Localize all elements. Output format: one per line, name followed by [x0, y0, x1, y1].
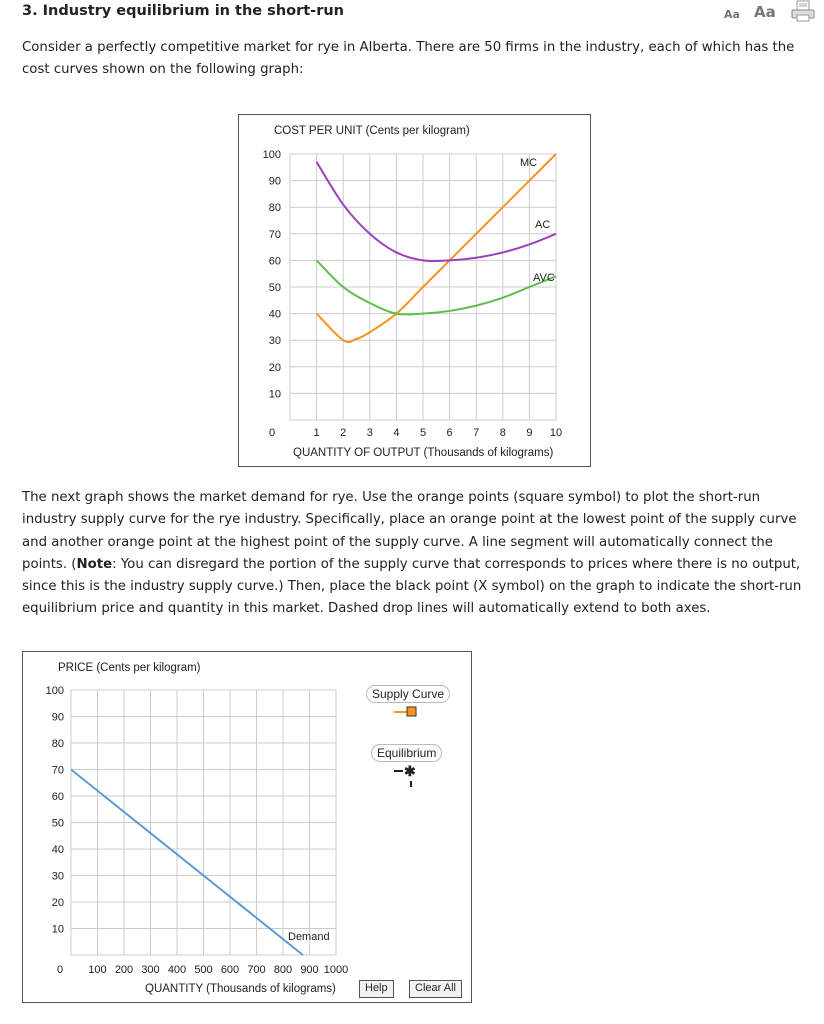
- cost-y-tick-label: 30: [268, 335, 281, 348]
- market-y-axis-title: PRICE (Cents per kilogram): [58, 662, 201, 674]
- question-title: 3. Industry equilibrium in the short-run: [22, 3, 344, 19]
- cost-y-tick-label: 20: [268, 361, 281, 374]
- supply-curve-tool-button[interactable]: Supply Curve: [366, 685, 450, 703]
- note-label: Note: [76, 556, 113, 572]
- cost-y-tick-label: 40: [268, 308, 281, 321]
- market-x-axis-title: QUANTITY (Thousands of kilograms): [145, 983, 336, 995]
- cost-curves-graph: [238, 114, 591, 467]
- font-size-small-button[interactable]: Aa: [724, 8, 740, 21]
- market-x-tick-label: 300: [141, 964, 160, 976]
- help-button[interactable]: Help: [359, 980, 394, 998]
- instructions-paragraph: [22, 487, 812, 621]
- market-x-tick-label: 800: [273, 964, 293, 976]
- market-y-tick-label: 50: [51, 817, 64, 830]
- market-demand-graph: [22, 651, 472, 1003]
- market-y-tick-label: 40: [51, 844, 64, 856]
- mc-label: MC: [520, 157, 538, 169]
- cost-x-tick-label: 7: [473, 427, 480, 439]
- equilibrium-tool-button[interactable]: Equilibrium: [371, 744, 442, 762]
- cost-x-tick-label: 1: [313, 427, 320, 439]
- market-y-tick-label: 100: [45, 685, 64, 697]
- intro-paragraph: Consider a perfectly competitive market for rye in Alberta. There are 50 firms in the industry, each of which has the cost curves shown on the following graph:: [22, 40, 795, 78]
- market-y-tick-label: 30: [51, 870, 64, 883]
- cost-y-tick-label: 90: [268, 175, 281, 188]
- supply-tool-square-icon[interactable]: [407, 707, 416, 716]
- print-icon[interactable]: [791, 0, 815, 22]
- cost-y-axis-title: COST PER UNIT (Cents per kilogram): [274, 125, 470, 137]
- market-y-tick-label: 10: [51, 923, 64, 936]
- market-y-tick-label: 80: [51, 738, 64, 750]
- cost-x-tick-label: 9: [526, 427, 533, 439]
- instructions-text-1: The next graph shows the market demand for rye. Use the orange points (square symbol) to plot the short-run industry supply curve for the rye industry. Specifically, place an orange point at the lowest point of the supply curve and another orange point at the highest point of the supply curve. A line segment will automatically connect the points. (: [22, 490, 797, 572]
- market-x-tick-label: 1000: [323, 964, 349, 976]
- demand-label: Demand: [288, 931, 330, 943]
- market-demand-curve: [71, 770, 303, 956]
- market-x-tick-label: 700: [247, 964, 266, 976]
- cost-x-tick-label: 3: [366, 427, 373, 439]
- equilibrium-tool-x-icon[interactable]: ✱: [404, 763, 416, 779]
- cost-x-tick-label: 6: [446, 427, 453, 439]
- cost-origin-label: 0: [268, 427, 276, 439]
- market-y-tick-label: 70: [51, 764, 64, 777]
- cost-x-tick-label: 5: [419, 427, 427, 439]
- cost-y-tick-label: 70: [268, 228, 281, 241]
- market-y-tick-label: 20: [51, 897, 64, 909]
- cost-x-tick-label: 10: [549, 427, 563, 439]
- market-y-tick-label: 90: [51, 711, 64, 724]
- cost-y-tick-label: 50: [268, 282, 281, 294]
- cost-x-tick-label: 4: [393, 427, 400, 439]
- cost-y-tick-label: 60: [268, 255, 281, 268]
- cost-curves-chart: [239, 115, 590, 466]
- cost-x-tick-label: 2: [340, 427, 347, 439]
- market-origin-label: 0: [56, 964, 64, 976]
- clear-all-button[interactable]: Clear All: [409, 980, 462, 998]
- ac-label: AC: [535, 219, 551, 231]
- cost-x-axis-title: QUANTITY OF OUTPUT (Thousands of kilograms): [293, 447, 554, 459]
- instructions-text-2: : You can disregard the portion of the supply curve that corresponds to prices where there is no output, since this is the industry supply curve.) Then, place the black point (X symbol) on the graph to indicate the short-run equilibrium price and quantity in this market. Dashed drop lines will automatically extend to both axes.: [22, 556, 802, 617]
- cost-ac-curve: [317, 162, 556, 261]
- cost-y-tick-label: 100: [262, 149, 281, 161]
- market-x-tick-label: 200: [114, 964, 134, 976]
- avc-label: AVC: [533, 272, 555, 284]
- market-chart: [23, 652, 471, 1002]
- cost-y-tick-label: 80: [268, 202, 281, 215]
- market-x-tick-label: 100: [88, 964, 107, 976]
- market-y-tick-label: 60: [51, 791, 64, 803]
- market-x-tick-label: 500: [194, 964, 213, 976]
- cost-y-tick-label: 10: [268, 388, 281, 401]
- font-size-large-button[interactable]: Aa: [754, 3, 776, 21]
- market-x-tick-label: 600: [220, 964, 240, 976]
- market-x-tick-label: 400: [167, 964, 187, 976]
- market-x-tick-label: 900: [300, 964, 319, 976]
- cost-x-tick-label: 8: [499, 427, 506, 439]
